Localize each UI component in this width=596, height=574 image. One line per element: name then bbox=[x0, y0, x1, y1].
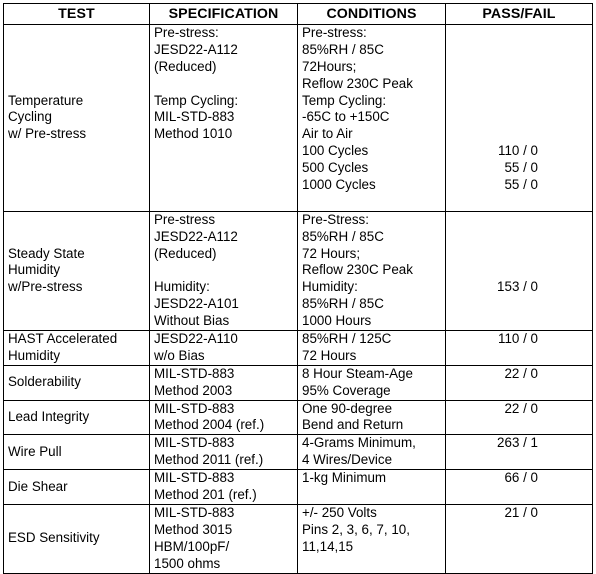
cell-line bbox=[154, 76, 293, 93]
cell-line: ESD Sensitivity bbox=[8, 530, 100, 546]
cell-line: Temperature bbox=[8, 92, 84, 108]
cell-line: w/o Bias bbox=[154, 347, 205, 363]
cell-line: 72 Hours; bbox=[302, 245, 361, 261]
cell-line: Method 2004 (ref.) bbox=[154, 417, 265, 433]
cell-line: 500 Cycles bbox=[302, 160, 369, 176]
cell-line bbox=[154, 143, 293, 160]
cell-line: 72Hours; bbox=[302, 58, 357, 74]
cell-line: 22 / 0 bbox=[504, 365, 538, 381]
conditions-cell bbox=[298, 400, 446, 435]
cell-line: Die Shear bbox=[8, 478, 68, 494]
conditions-cell bbox=[298, 25, 446, 212]
cell-line: Method 201 (ref.) bbox=[154, 487, 257, 503]
pass-fail-cell bbox=[446, 400, 593, 435]
cell-line: 1-kg Minimum bbox=[302, 470, 387, 486]
pass-fail-cell bbox=[446, 25, 593, 212]
cell-line: MIL-STD-883 bbox=[154, 470, 235, 486]
cell-line bbox=[450, 109, 538, 126]
header-test: TEST bbox=[4, 4, 150, 25]
cell-line: 22 / 0 bbox=[504, 400, 538, 416]
cell-line: 95% Coverage bbox=[302, 382, 391, 398]
cell-line bbox=[450, 126, 538, 143]
cell-line bbox=[450, 229, 538, 246]
cell-line: -65C to +150C bbox=[302, 109, 390, 125]
cell-line: 66 / 0 bbox=[504, 470, 538, 486]
cell-line: Lead Integrity bbox=[8, 409, 90, 425]
conditions-cell bbox=[298, 435, 446, 470]
cell-line: Reflow 230C Peak bbox=[302, 75, 413, 91]
test-name-cell bbox=[4, 400, 150, 435]
cell-line: MIL-STD-883 bbox=[154, 435, 235, 451]
cell-line bbox=[450, 246, 538, 263]
specification-cell bbox=[150, 365, 298, 400]
cell-line: 4-Grams Minimum, bbox=[302, 435, 416, 451]
cell-line: Method 1010 bbox=[154, 126, 233, 142]
cell-line: 100 Cycles bbox=[302, 143, 369, 159]
cell-line bbox=[154, 177, 293, 194]
cell-line: MIL-STD-883 bbox=[154, 109, 235, 125]
cell-line: Temp Cycling: bbox=[154, 92, 239, 108]
specification-cell bbox=[150, 504, 298, 573]
cell-line bbox=[450, 25, 538, 42]
pass-fail-cell bbox=[446, 470, 593, 505]
table-row bbox=[4, 211, 593, 330]
cell-line: 11,14,15 bbox=[302, 538, 354, 554]
cell-line: JESD22-A112 bbox=[154, 41, 238, 57]
cell-line: JESD22-A110 bbox=[154, 331, 238, 347]
cell-line: (Reduced) bbox=[154, 58, 217, 74]
header-pass-fail: PASS/FAIL bbox=[446, 4, 593, 25]
cell-line: 4 Wires/Device bbox=[302, 452, 393, 468]
cell-line: Without Bias bbox=[154, 313, 230, 329]
test-name-cell bbox=[4, 435, 150, 470]
cell-line: +/- 250 Volts bbox=[302, 504, 377, 520]
cell-line bbox=[450, 212, 538, 229]
cell-line: w/Pre-stress bbox=[8, 279, 83, 295]
cell-line bbox=[154, 262, 293, 279]
cell-line: 1000 Cycles bbox=[302, 177, 376, 193]
pass-fail-cell bbox=[446, 331, 593, 366]
specification-cell bbox=[150, 400, 298, 435]
table-row bbox=[4, 470, 593, 505]
cell-line: 110 / 0 bbox=[498, 143, 538, 159]
pass-fail-cell bbox=[446, 365, 593, 400]
table-row bbox=[4, 435, 593, 470]
cell-line: Steady State bbox=[8, 245, 85, 261]
pass-fail-cell bbox=[446, 504, 593, 573]
conditions-cell bbox=[298, 470, 446, 505]
test-name-cell bbox=[4, 504, 150, 573]
table-row bbox=[4, 331, 593, 366]
header-row bbox=[4, 4, 593, 25]
cell-line: Cycling bbox=[8, 109, 52, 125]
cell-line: w/ Pre-stress bbox=[8, 126, 87, 142]
cell-line: Reflow 230C Peak bbox=[302, 262, 413, 278]
test-name-cell bbox=[4, 211, 150, 330]
cell-line bbox=[154, 194, 293, 211]
cell-line bbox=[450, 59, 538, 76]
cell-line: Temp Cycling: bbox=[302, 92, 387, 108]
cell-line: 153 / 0 bbox=[497, 279, 538, 295]
cell-line: 85%RH / 125C bbox=[302, 331, 392, 347]
cell-line: 85%RH / 85C bbox=[302, 228, 384, 244]
cell-line: Pre-stress bbox=[154, 211, 216, 227]
cell-line: 72 Hours bbox=[302, 347, 357, 363]
cell-line: 263 / 1 bbox=[497, 435, 538, 451]
specification-cell bbox=[150, 435, 298, 470]
cell-line: HBM/100pF/ bbox=[154, 538, 230, 554]
test-name-cell bbox=[4, 470, 150, 505]
cell-line: Air to Air bbox=[302, 126, 353, 142]
pass-fail-cell bbox=[446, 435, 593, 470]
cell-line: Method 2011 (ref.) bbox=[154, 452, 264, 468]
header-conditions: CONDITIONS bbox=[298, 4, 446, 25]
table-row bbox=[4, 365, 593, 400]
pass-fail-cell bbox=[446, 211, 593, 330]
cell-line: 85%RH / 85C bbox=[302, 41, 384, 57]
specification-cell bbox=[150, 211, 298, 330]
qualification-results-table bbox=[3, 3, 593, 574]
cell-line: Wire Pull bbox=[8, 443, 62, 459]
cell-line: Pre-stress: bbox=[154, 25, 219, 40]
cell-line bbox=[450, 93, 538, 110]
cell-line: One 90-degree bbox=[302, 400, 393, 416]
cell-line: 55 / 0 bbox=[504, 160, 538, 176]
cell-line: Humidity bbox=[8, 262, 61, 278]
table-row bbox=[4, 504, 593, 573]
cell-line: Pre-Stress: bbox=[302, 211, 369, 227]
cell-line bbox=[450, 262, 538, 279]
cell-line: MIL-STD-883 bbox=[154, 400, 235, 416]
cell-line: Pins 2, 3, 6, 7, 10, bbox=[302, 521, 410, 537]
conditions-cell bbox=[298, 504, 446, 573]
cell-line: 8 Hour Steam-Age bbox=[302, 365, 413, 381]
cell-line bbox=[450, 42, 538, 59]
test-name-cell bbox=[4, 25, 150, 212]
specification-cell bbox=[150, 470, 298, 505]
specification-cell bbox=[150, 331, 298, 366]
cell-line: MIL-STD-883 bbox=[154, 365, 235, 381]
specification-cell bbox=[150, 25, 298, 212]
cell-line bbox=[450, 296, 538, 313]
cell-line: 55 / 0 bbox=[504, 177, 538, 193]
cell-line bbox=[450, 313, 538, 330]
cell-line: MIL-STD-883 bbox=[154, 504, 235, 520]
cell-line: Humidity: bbox=[302, 279, 358, 295]
conditions-cell bbox=[298, 211, 446, 330]
cell-line: (Reduced) bbox=[154, 245, 217, 261]
cell-line: JESD22-A112 bbox=[154, 228, 238, 244]
table-row bbox=[4, 400, 593, 435]
cell-line: Solderability bbox=[8, 374, 81, 390]
cell-line: 1500 ohms bbox=[154, 555, 221, 571]
cell-line: Method 3015 bbox=[154, 521, 233, 537]
cell-line: 21 / 0 bbox=[504, 504, 538, 520]
test-name-cell bbox=[4, 331, 150, 366]
cell-line bbox=[154, 160, 293, 177]
cell-line: Humidity bbox=[8, 347, 61, 363]
cell-line: Method 2003 bbox=[154, 382, 233, 398]
cell-line: 85%RH / 85C bbox=[302, 296, 384, 312]
cell-line bbox=[450, 76, 538, 93]
cell-line: Humidity: bbox=[154, 279, 210, 295]
cell-line: JESD22-A101 bbox=[154, 296, 239, 312]
cell-line: HAST Accelerated bbox=[8, 331, 118, 347]
cell-line: Bend and Return bbox=[302, 417, 404, 433]
table-row bbox=[4, 25, 593, 212]
cell-line: 1000 Hours bbox=[302, 313, 372, 329]
cell-line: Pre-stress: bbox=[302, 25, 367, 40]
cell-line: 110 / 0 bbox=[498, 331, 538, 347]
test-name-cell bbox=[4, 365, 150, 400]
conditions-cell bbox=[298, 331, 446, 366]
header-specification: SPECIFICATION bbox=[150, 4, 298, 25]
conditions-cell bbox=[298, 365, 446, 400]
